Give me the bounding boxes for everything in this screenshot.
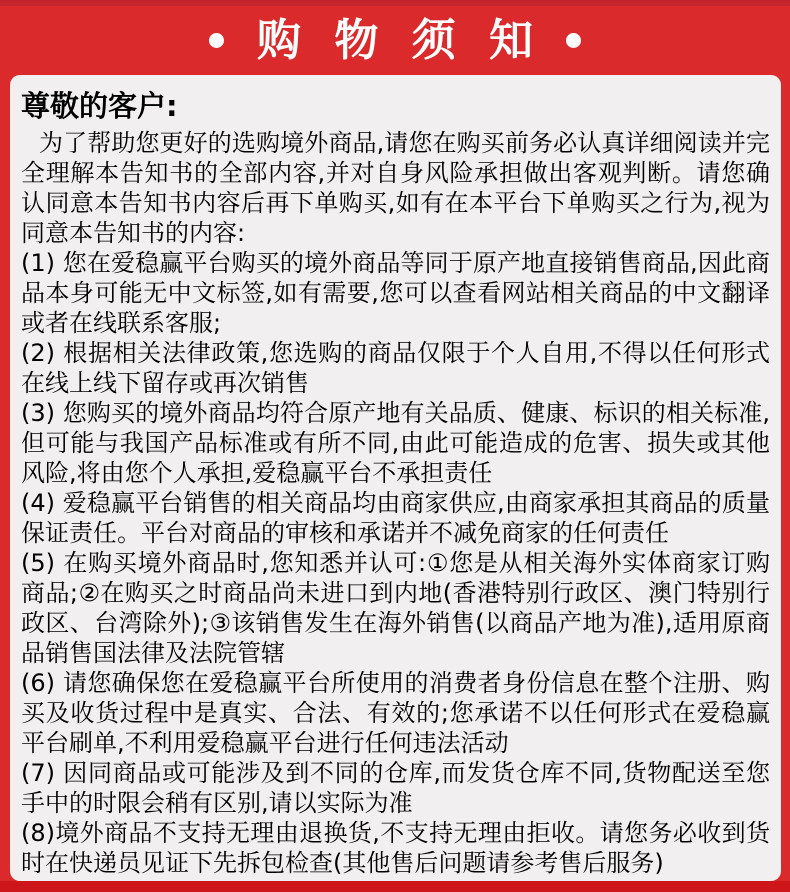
bullet-left-icon — [209, 33, 224, 48]
bottom-strip — [0, 881, 790, 892]
notice-item-2: (2) 根据相关法律政策,您选购的商品仅限于个人自用,不得以任何形式在线上线下留存或再次销售 — [21, 339, 770, 397]
notice-item-4: (4) 爱稳赢平台销售的相关商品均由商家供应,由商家承担其商品的质量保证责任。平台对商品的审核和承诺并不减免商家的任何责任 — [21, 489, 770, 547]
notice-item-3: (3) 您购买的境外商品均符合原产地有关品质、健康、标识的相关标准,但可能与我国产品标准或有所不同,由此可能造成的危害、损失或其他风险,将由您个人承担,爱稳赢平台不承担责任 — [21, 399, 770, 487]
notice-item-1: (1) 您在爱稳赢平台购买的境外商品等同于原产地直接销售商品,因此商品本身可能无中文标签,如有需要,您可以查看网站相关商品的中文翻译或者在线联系客服; — [21, 249, 770, 337]
notice-item-5: (5) 在购买境外商品时,您知悉并认可:①您是从相关海外实体商家订购商品;②在购买之时商品尚未进口到内地(香港特别行政区、澳门特别行政区、台湾除外);③该销售发生在海外销售(以商品产地为准),适用原商品销售国法律及法院管辖 — [21, 549, 770, 667]
intro-paragraph: 为了帮助您更好的选购境外商品,请您在购买前务必认真详细阅读并完全理解本告知书的全部内容,并对自身风险承担做出客观判断。请您确认同意本告知书内容后再下单购买,如有在本平台下单购买之行为,视为同意本告知书的内容: — [21, 129, 770, 247]
notice-body — [21, 128, 770, 878]
header-banner — [0, 6, 790, 75]
notice-item-7: (7) 因同商品或可能涉及到不同的仓库,而发货仓库不同,货物配送至您手中的时限会稍有区别,请以实际为准 — [21, 759, 770, 817]
notice-item-6: (6) 请您确保您在爱稳赢平台所使用的消费者身份信息在整个注册、购买及收货过程中是真实、合法、有效的;您承诺不以任何形式在爱稳赢平台刷单,不利用爱稳赢平台进行任何违法活动 — [21, 669, 770, 757]
bullet-right-icon — [566, 33, 581, 48]
salutation-heading: 尊敬的客户: — [21, 89, 178, 123]
notice-panel — [10, 75, 781, 881]
page-title: 购 物 须 知 — [257, 14, 542, 66]
notice-item-8: (8)境外商品不支持无理由退换货,不支持无理由拒收。请您务必收到货时在快递员见证下先拆包检查(其他售后问题请参考售后服务) — [21, 819, 770, 877]
